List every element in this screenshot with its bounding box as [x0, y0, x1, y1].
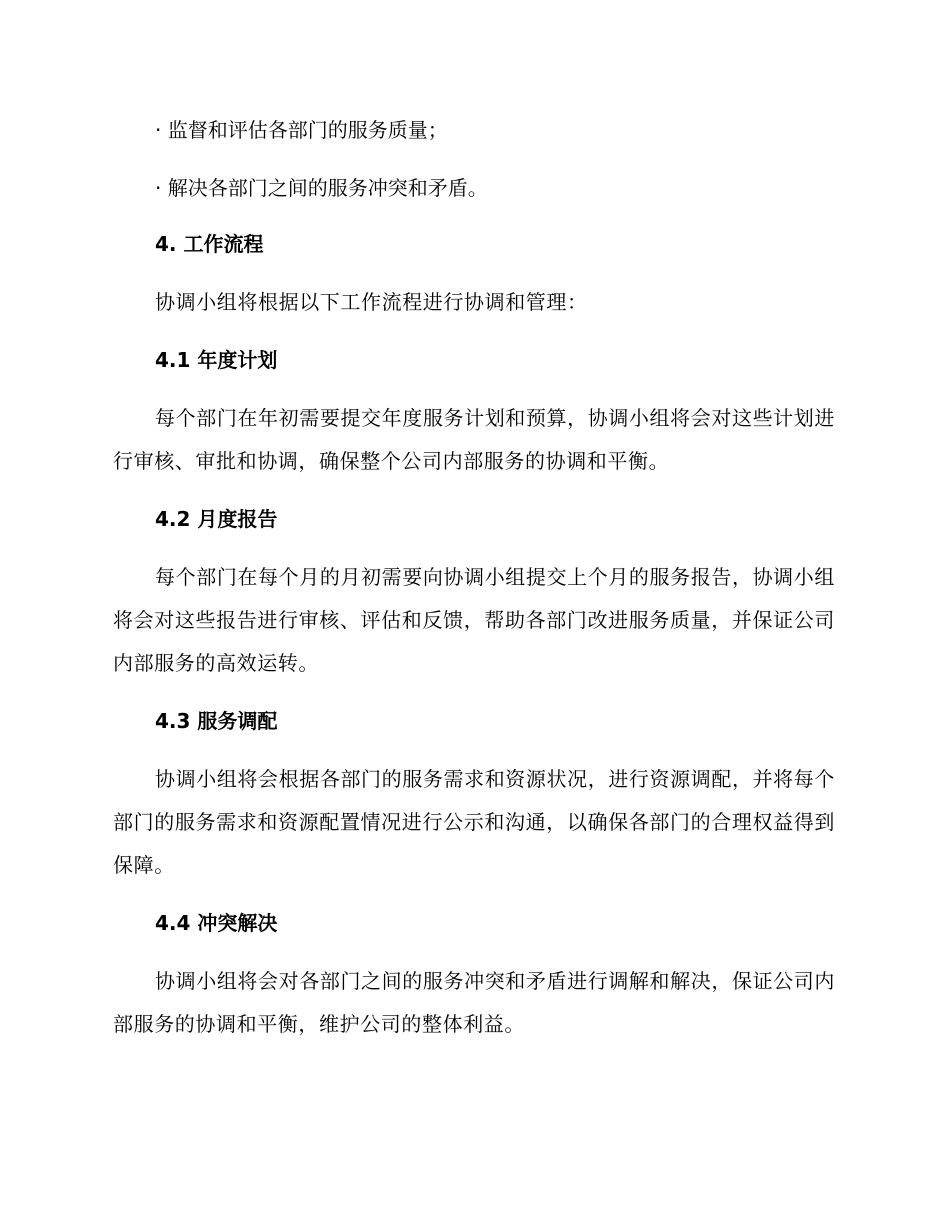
subsection-body-monthly-report: 每个部门在每个月的月初需要向协调小组提交上个月的服务报告，协调小组将会对这些报告进行审核、评估和反馈，帮助各部门改进服务质量，并保证公司内部服务的高效运转。 [113, 565, 835, 675]
section-intro: 协调小组将根据以下工作流程进行协调和管理： [155, 290, 588, 314]
bullet-item: · 解决各部门之间的服务冲突和矛盾。 [155, 176, 488, 200]
subsection-heading-conflict-resolution: 4.4 冲突解决 [155, 911, 278, 935]
bullet-item: · 监督和评估各部门的服务质量； [155, 118, 448, 142]
subsection-heading-monthly-report: 4.2 月度报告 [155, 507, 278, 531]
subsection-heading-service-allocation: 4.3 服务调配 [155, 709, 278, 733]
subsection-body-conflict-resolution: 协调小组将会对各部门之间的服务冲突和矛盾进行调解和解决，保证公司内部服务的协调和平衡，维护公司的整体利益。 [113, 969, 835, 1036]
section-heading: 4. 工作流程 [155, 232, 264, 256]
subsection-body-service-allocation: 协调小组将会根据各部门的服务需求和资源状况，进行资源调配，并将每个部门的服务需求和资源配置情况进行公示和沟通，以确保各部门的合理权益得到保障。 [113, 767, 835, 877]
subsection-body-annual-plan: 每个部门在年初需要提交年度服务计划和预算，协调小组将会对这些计划进行审核、审批和协调，确保整个公司内部服务的协调和平衡。 [113, 406, 835, 473]
subsection-heading-annual-plan: 4.1 年度计划 [155, 348, 278, 372]
document-body [113, 110, 835, 1046]
